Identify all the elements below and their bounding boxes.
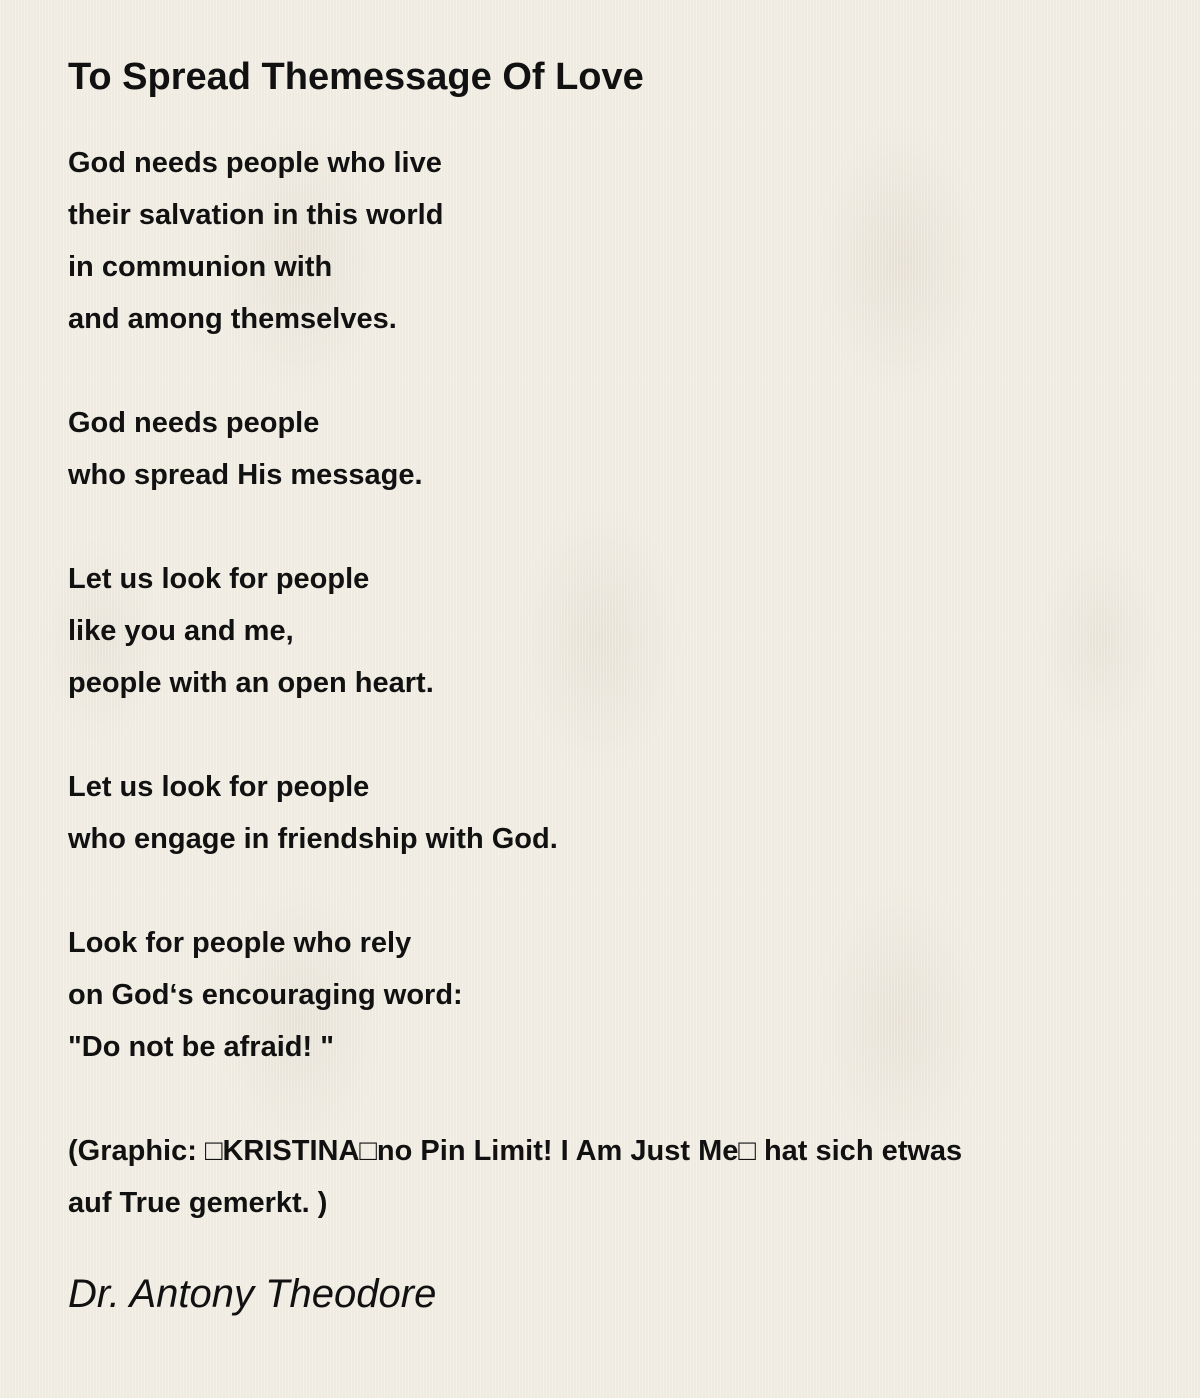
poem-line: who engage in friendship with God. [68,823,558,855]
stanza [68,553,1148,709]
poem-line: (Graphic: □KRISTINA□no Pin Limit! I Am Just Me□ hat sich etwas [68,1135,963,1167]
poem-line: on God‘s encouraging word: [68,979,463,1011]
poem-author: Dr. Antony Theodore [68,1272,437,1316]
poem-line: like you and me, [68,615,294,647]
stanza [68,397,1148,501]
poem-line: who spread His message. [68,459,423,491]
poem-line: and among themselves. [68,303,397,335]
poem-line: Let us look for people [68,771,370,803]
poem-title: To Spread Themessage Of Love [68,56,644,98]
poem-line: their salvation in this world [68,199,444,231]
stanza [68,137,1148,345]
poem-line: Look for people who rely [68,927,412,959]
poem-body [68,137,1148,1229]
stanza [68,917,1148,1073]
stanza-graphic-credit [68,1125,1148,1229]
stanza [68,761,1148,865]
poem-line: "Do not be afraid! " [68,1031,334,1063]
poem-line: God needs people who live [68,147,442,179]
poem-line: God needs people [68,407,320,439]
poem-page [68,0,1148,1319]
poem-line: in communion with [68,251,333,283]
poem-line: auf True gemerkt. ) [68,1187,328,1219]
poem-line: people with an open heart. [68,667,434,699]
poem-line: Let us look for people [68,563,370,595]
